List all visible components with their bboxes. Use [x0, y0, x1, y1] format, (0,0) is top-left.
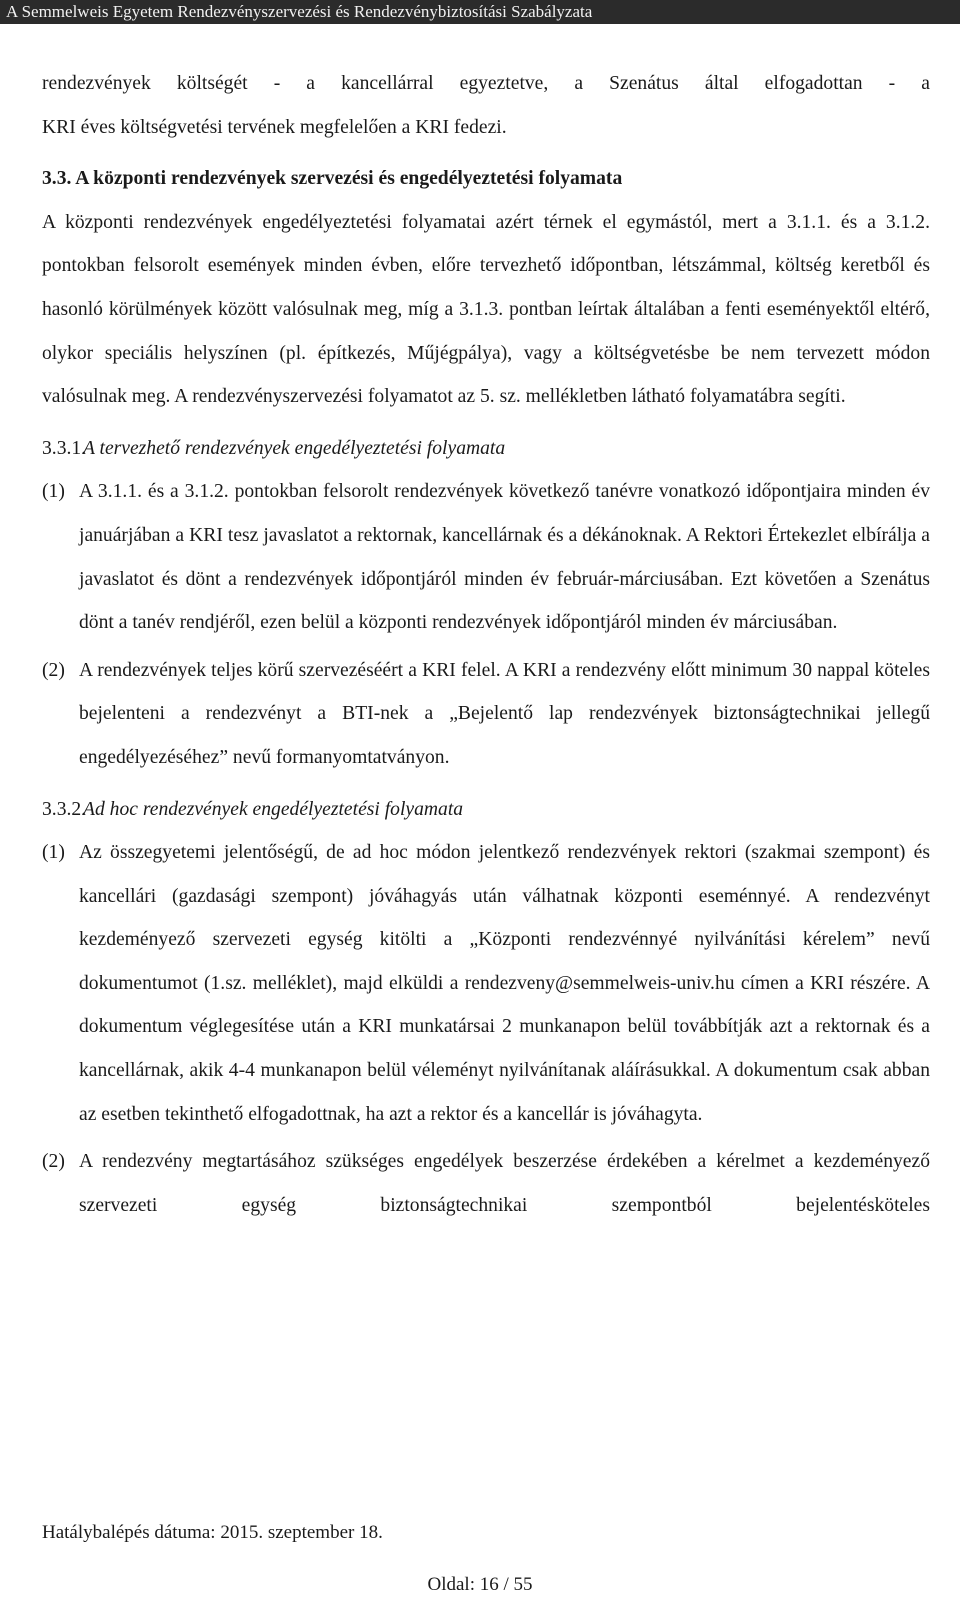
page-body [42, 62, 930, 1227]
section-3-3-2-heading [42, 788, 930, 832]
document-header: A Semmelweis Egyetem Rendezvényszervezési és Rendezvénybiztosítási Szabályzata [0, 0, 960, 24]
page-number: Oldal: 16 / 55 [427, 1574, 533, 1595]
list-item [42, 831, 930, 1136]
item-text: Az összegyetemi jelentőségű, de ad hoc módon jelentkező rendezvények rektori (szakmai szempont) és kancellári (gazdasági szempont) jóváhagyás után válhatnak központi eseménnyé. A rendezvényt kezdeményező szervezeti egység kitölti a „Központi rendezvénnyé nyilvánítási kérelem” nevű dokumentumot (1.sz. melléklet), majd elküldi a rendezveny@semmelweis-univ.hu címen a KRI részére. A dokumentum véglegesítése után a KRI munkatársai 2 munkanapon belül továbbítják azt a rektornak és a kancellárnak, akik 4-4 munkanapon belül véleményt nyilvánítanak aláírásukkal. A dokumentum csak abban az esetben tekinthető elfogadottnak, ha azt a rektor és a kancellár is jóváhagyta. [79, 842, 930, 1125]
item-number: (1) [42, 481, 65, 503]
section-3-3-heading: 3.3. A központi rendezvények szervezési és engedélyeztetési folyamata [42, 168, 623, 190]
item-text: A 3.1.1. és a 3.1.2. pontokban felsorolt rendezvények következő tanévre vonatkozó időpontjaira minden év januárjában a KRI tesz javaslatot a rektornak, kancellárnak és a dékánoknak. A Rektori Értekezlet elbírálja a javaslatot és dönt a rendezvények időpontjáról minden év február-márciusában. Ezt követően a Szenátus dönt a tanév rendjéről, ezen belül a központi rendezvények időpontjáról minden év márciusában. [79, 481, 930, 634]
intro-line-2: KRI éves költségvetési tervének megfelelően a KRI fedezi. [42, 116, 507, 138]
effective-date: Hatálybalépés dátuma: 2015. szeptember 18. [42, 1522, 383, 1543]
section-number: 3.3.2. [42, 798, 87, 820]
intro-line-1: rendezvények költségét - a kancellárral egyeztetve, a Szenátus által elfogadottan - a [42, 73, 930, 94]
item-text: A rendezvény megtartásához szükséges engedélyek beszerzése érdekében a kérelmet a kezdeményező szervezeti egység biztonságtechnikai szempontból bejelentésköteles [79, 1151, 930, 1216]
item-text: A rendezvények teljes körű szervezéséért a KRI felel. A KRI a rendezvény előtt minimum 30 nappal köteles bejelenteni a rendezvényt a BTI-nek a „Bejelentő lap rendezvények biztonságtechnikai jellegű engedélyezéséhez” nevű formanyomtatványon. [79, 659, 930, 768]
list-item [42, 649, 930, 780]
section-number: 3.3.1. [42, 437, 87, 459]
item-number: (1) [42, 842, 65, 864]
item-number: (2) [42, 659, 65, 681]
section-title: A tervezhető rendezvények engedélyeztetési folyamata [83, 437, 506, 459]
list-item [42, 470, 930, 644]
section-3-3-paragraph: A központi rendezvények engedélyeztetési folyamatai azért térnek el egymástól, mert a 3.1.1. és a 3.1.2. pontokban felsorolt események minden évben, előre tervezhető időpontban, létszámmal, költség keretből és hasonló körülmények között valósulnak meg, míg a 3.1.3. pontban leírtak általában a fenti eseményektől eltérő, olykor speciális helyszínen (pl. építkezés, Műjégpálya), vagy a költségvetésbe be nem tervezett módon valósulnak meg. A rendezvényszervezési folyamatot az 5. sz. mellékletben látható folyamatábra segíti. [42, 211, 930, 408]
list-item [42, 1140, 930, 1227]
section-title: Ad hoc rendezvények engedélyeztetési folyamata [83, 798, 464, 820]
section-3-3-1-heading [42, 427, 930, 471]
item-number: (2) [42, 1151, 65, 1173]
